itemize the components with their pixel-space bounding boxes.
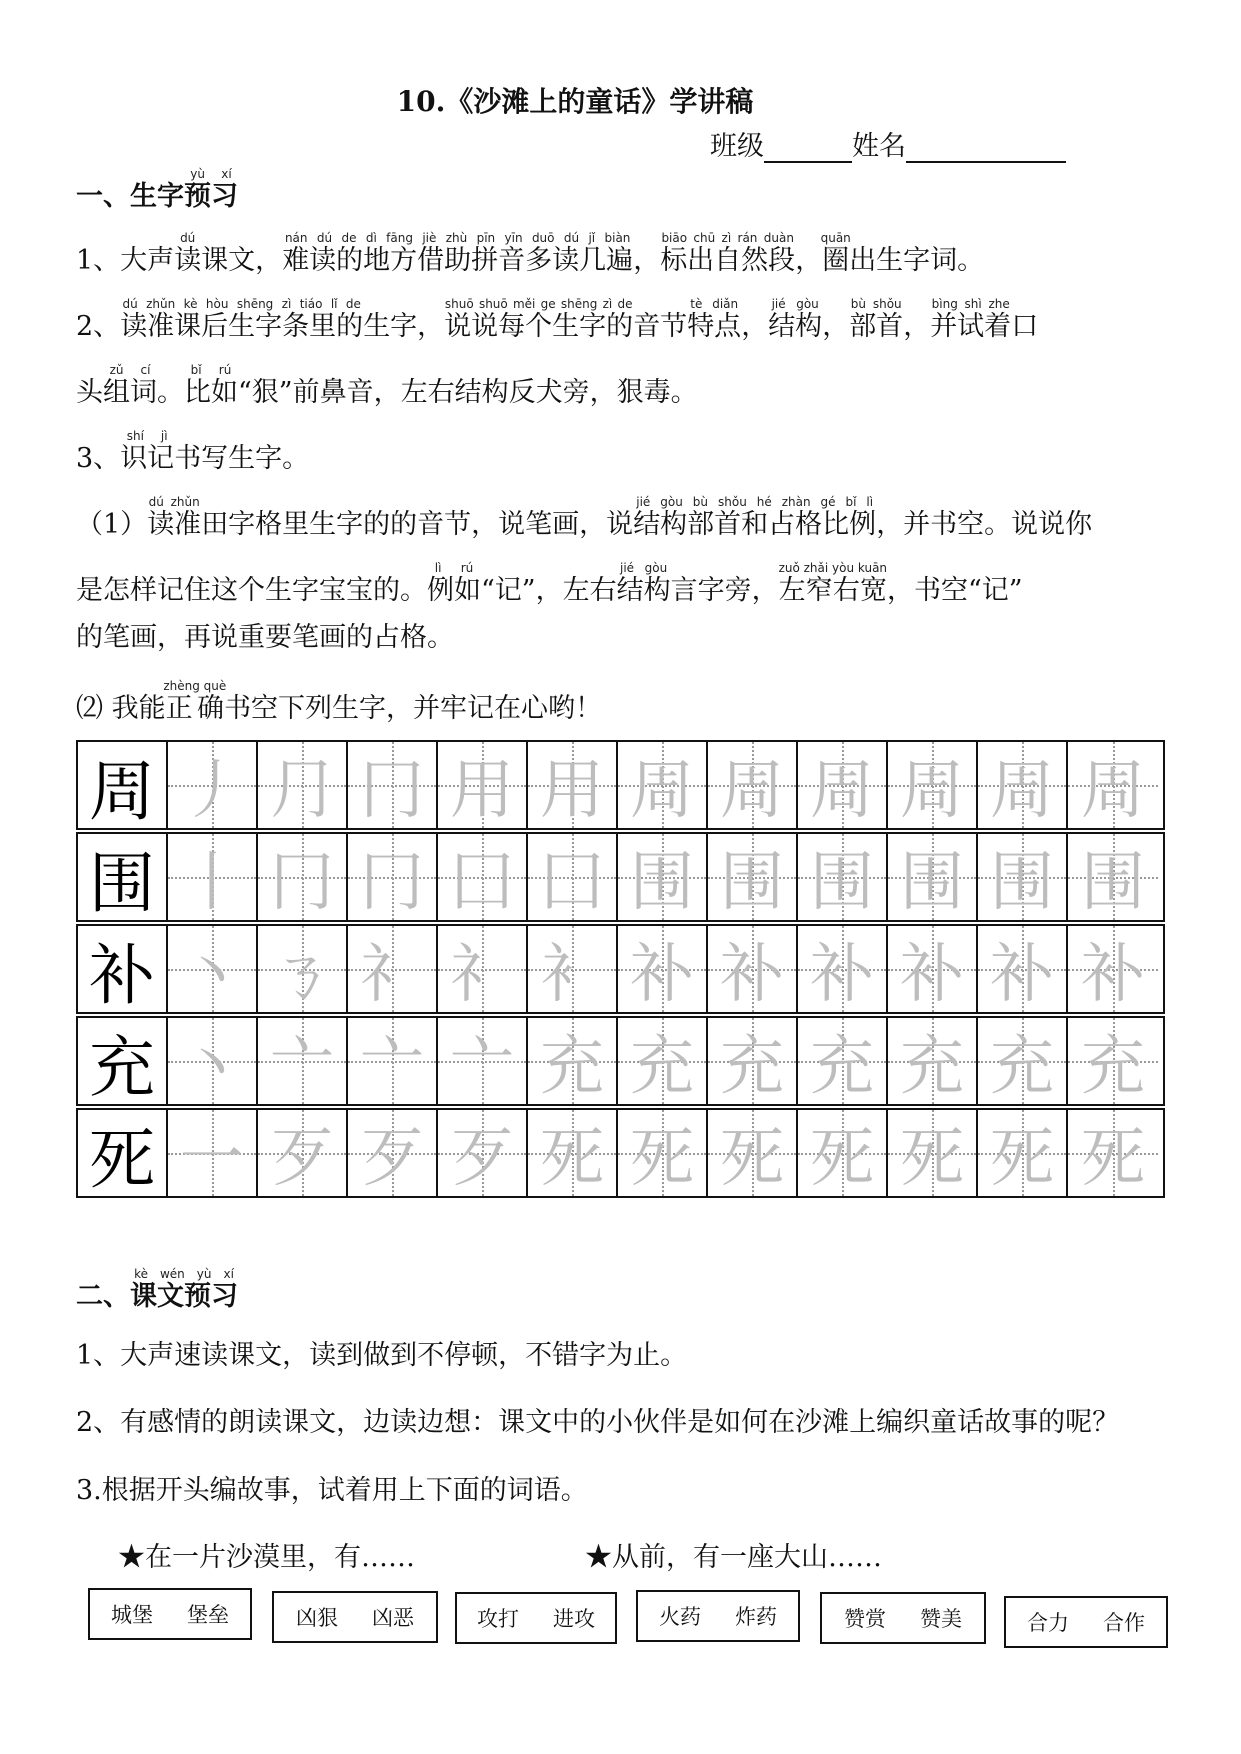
- class-name-line: [710, 124, 1066, 163]
- stroke-step-character: 礻: [360, 938, 424, 1012]
- story-prompt-desert: ★在一片沙漠里，有……: [118, 1542, 415, 1573]
- stroke-step-character: 周: [630, 754, 694, 828]
- stroke-order-cell[interactable]: [258, 742, 348, 828]
- instruction-line-1: [76, 232, 984, 277]
- pinyin-annotated-text: 结构jié gòu: [768, 297, 823, 342]
- pinyin-annotated-text: 例如lì rú: [427, 561, 481, 606]
- stroke-order-cell[interactable]: [168, 926, 258, 1012]
- pinyin-annotated-text: 特点tè diǎn: [687, 297, 742, 342]
- stroke-step-character: 亠: [450, 1030, 514, 1104]
- stroke-step-character: 礻: [450, 938, 514, 1012]
- stroke-order-cell[interactable]: [978, 926, 1068, 1012]
- name-label: 姓名: [852, 131, 906, 162]
- stroke-step-character: 用: [450, 754, 514, 828]
- stroke-step-character: 周: [1081, 754, 1145, 828]
- pinyin-annotated-text: 难读的地方借助拼音多读几遍nán dú de dì fāng jiè zhù pīn yīn duō dú jǐ biàn: [282, 231, 634, 276]
- text-segment: ，: [903, 311, 931, 342]
- stroke-order-cell[interactable]: [1068, 1110, 1158, 1196]
- stroke-order-cell[interactable]: [888, 742, 978, 828]
- stroke-order-cell[interactable]: [888, 1018, 978, 1104]
- stroke-step-character: 亠: [360, 1030, 424, 1104]
- instruction-line-2: [76, 298, 1038, 343]
- vocabulary-word: 合作: [1103, 1611, 1145, 1635]
- stroke-step-character: 囗: [540, 846, 604, 920]
- stroke-order-cell[interactable]: [618, 1110, 708, 1196]
- pinyin-annotated-text: 结构部首和占格比例jié gòu bù shǒu hé zhàn gé bǐ lì: [633, 495, 877, 540]
- stroke-step-character: 充: [540, 1030, 604, 1104]
- vocabulary-word: 进攻: [553, 1607, 595, 1631]
- char-row: [76, 832, 1165, 922]
- text-segment: （1）: [76, 509, 148, 540]
- pinyin-annotated-text: 圈quān: [820, 231, 851, 276]
- vocabulary-word: 赞美: [920, 1607, 962, 1631]
- text-segment: 口: [1011, 311, 1039, 342]
- stroke-step-character: 补: [810, 938, 874, 1012]
- stroke-step-character: 充: [630, 1030, 694, 1104]
- stroke-step-character: 歹: [270, 1122, 334, 1196]
- stroke-step-character: 歹: [360, 1122, 424, 1196]
- stroke-order-cell[interactable]: [528, 834, 618, 920]
- stroke-order-cell[interactable]: [1068, 926, 1158, 1012]
- stroke-order-cell[interactable]: [258, 834, 348, 920]
- preview-item-3: 3.根据开头编故事，试着用上下面的词语。: [76, 1475, 588, 1506]
- stroke-step-character: 充: [810, 1030, 874, 1104]
- stroke-step-character: 死: [630, 1122, 694, 1196]
- text-segment: ，: [633, 245, 661, 276]
- vocabulary-word: 合力: [1027, 1611, 1069, 1635]
- text-segment: 言字旁，: [670, 575, 779, 606]
- stroke-step-character: 衤: [540, 938, 604, 1012]
- char-row: [76, 924, 1165, 1014]
- text-segment: “记”，左右: [481, 575, 617, 606]
- word-box: [636, 1590, 800, 1642]
- vocabulary-word: 堡垒: [187, 1603, 229, 1627]
- model-character-cell: [78, 742, 168, 828]
- instruction-line-3: [76, 364, 698, 409]
- stroke-step-character: 死: [720, 1122, 784, 1196]
- word-box: [272, 1591, 438, 1643]
- stroke-step-character: 死: [900, 1122, 964, 1196]
- stroke-step-character: 一: [180, 1122, 244, 1196]
- stroke-step-character: 补: [720, 938, 784, 1012]
- stroke-step-character: 囗: [450, 846, 514, 920]
- stroke-order-cell[interactable]: [438, 926, 528, 1012]
- stroke-step-character: 围: [1081, 846, 1145, 920]
- preview-item-2: 2、有感情的朗读课文，边读边想：课文中的小伙伴是如何在沙滩上编织童话故事的呢？: [76, 1407, 1120, 1438]
- stroke-order-cell[interactable]: [258, 926, 348, 1012]
- stroke-step-character: ㄋ: [270, 938, 334, 1012]
- model-character-cell: [78, 1018, 168, 1104]
- model-character: 充: [89, 1028, 155, 1106]
- stroke-order-cell[interactable]: [798, 742, 888, 828]
- stroke-order-cell[interactable]: [888, 834, 978, 920]
- model-character: 死: [89, 1120, 155, 1198]
- model-character-cell: [78, 834, 168, 920]
- stroke-order-cell[interactable]: [708, 742, 798, 828]
- model-character-cell: [78, 1110, 168, 1196]
- stroke-order-cell[interactable]: [798, 1018, 888, 1104]
- stroke-order-cell[interactable]: [978, 834, 1068, 920]
- vocabulary-word: 凶恶: [372, 1606, 414, 1630]
- class-label: 班级: [710, 131, 764, 162]
- stroke-step-character: 死: [990, 1122, 1054, 1196]
- stroke-step-character: 补: [630, 938, 694, 1012]
- char-row: [76, 1108, 1165, 1198]
- stroke-step-character: 丨: [180, 846, 244, 920]
- stroke-step-character: 周: [900, 754, 964, 828]
- vocabulary-word: 城堡: [111, 1603, 153, 1627]
- name-blank[interactable]: [906, 133, 1066, 163]
- pinyin-annotated-text: 标出自然段biāo chū zì rán duàn: [660, 231, 796, 276]
- stroke-step-character: 死: [1081, 1122, 1145, 1196]
- stroke-order-cell[interactable]: [438, 742, 528, 828]
- pinyin-annotated-text: 读dú: [174, 231, 202, 276]
- stroke-order-cell[interactable]: [528, 1018, 618, 1104]
- stroke-step-character: 补: [1081, 938, 1145, 1012]
- stroke-order-cell[interactable]: [528, 1110, 618, 1196]
- preview-item-1: 1、大声速读课文，读到做到不停顿，不错字为止。: [76, 1340, 688, 1371]
- stroke-order-cell[interactable]: [528, 742, 618, 828]
- instruction-line-8: [76, 680, 602, 725]
- stroke-step-character: 死: [810, 1122, 874, 1196]
- stroke-order-cell[interactable]: [438, 1110, 528, 1196]
- text-segment: 书空下列生字，并牢记在心哟！: [224, 693, 603, 724]
- stroke-step-character: 周: [990, 754, 1054, 828]
- stroke-order-cell[interactable]: [618, 742, 708, 828]
- stroke-order-cell[interactable]: [348, 1110, 438, 1196]
- stroke-order-cell[interactable]: [168, 1110, 258, 1196]
- stroke-step-character: 冂: [270, 846, 334, 920]
- stroke-order-cell[interactable]: [888, 1110, 978, 1196]
- section2-heading: 二、课文预习kè wén yù xí: [76, 1267, 238, 1312]
- text-segment: 出生字词。: [849, 245, 985, 276]
- stroke-step-character: 周: [720, 754, 784, 828]
- pinyin-annotated-text: 读准dú zhǔn: [147, 495, 202, 540]
- word-box: [88, 1588, 252, 1640]
- stroke-order-cell[interactable]: [618, 1018, 708, 1104]
- pinyin-annotated-text: 并试着bìng shì zhe: [930, 297, 1012, 342]
- stroke-order-cell[interactable]: [978, 1018, 1068, 1104]
- stroke-step-character: 围: [630, 846, 694, 920]
- char-row: [76, 1016, 1165, 1106]
- stroke-order-cell[interactable]: [348, 926, 438, 1012]
- model-character: 周: [89, 752, 155, 830]
- text-segment: ，: [822, 311, 850, 342]
- vocabulary-word: 火药: [659, 1605, 701, 1629]
- stroke-step-character: 围: [810, 846, 874, 920]
- pinyin-annotated-text: 结构jié gòu: [616, 561, 671, 606]
- stroke-order-cell[interactable]: [618, 834, 708, 920]
- char-row: [76, 740, 1165, 830]
- instruction-line-4: [76, 430, 309, 475]
- word-box: [1004, 1596, 1168, 1648]
- vocabulary-word: 凶狠: [296, 1606, 338, 1630]
- stroke-order-cell[interactable]: [168, 834, 258, 920]
- stroke-step-character: 冂: [360, 846, 424, 920]
- text-segment: ⑵ 我能: [76, 693, 166, 724]
- text-segment: ，: [795, 245, 823, 276]
- stroke-order-cell[interactable]: [258, 1018, 348, 1104]
- text-segment: 音节: [633, 311, 688, 342]
- stroke-order-cell[interactable]: [798, 834, 888, 920]
- stroke-order-cell[interactable]: [1068, 742, 1158, 828]
- vocabulary-word: 攻打: [477, 1607, 519, 1631]
- stroke-step-character: 充: [900, 1030, 964, 1104]
- stroke-order-cell[interactable]: [258, 1110, 348, 1196]
- pinyin-annotated-text: 部首bù shǒu: [849, 297, 904, 342]
- text-segment: 田字格里生字的的音节，说笔画，说: [201, 509, 634, 540]
- stroke-step-character: 用: [540, 754, 604, 828]
- text-segment: 头: [76, 377, 103, 408]
- stroke-step-character: 围: [990, 846, 1054, 920]
- stroke-order-cell[interactable]: [1068, 834, 1158, 920]
- text-segment: 生字，: [363, 311, 445, 342]
- stroke-step-character: 死: [540, 1122, 604, 1196]
- model-character: 围: [89, 844, 155, 922]
- word-box: [455, 1592, 617, 1644]
- text-segment: 3、: [76, 443, 121, 474]
- stroke-order-cell[interactable]: [348, 742, 438, 828]
- stroke-step-character: ⺆: [270, 754, 334, 828]
- vocabulary-word: 炸药: [735, 1605, 777, 1629]
- instruction-line-6: [76, 562, 1023, 607]
- pinyin-annotated-text: 正确zhèng què: [163, 679, 227, 724]
- pinyin-annotated-text: 读准课后生字条里的dú zhǔn kè hòu shēng zì tiáo lǐ de: [120, 297, 364, 342]
- stroke-step-character: 围: [900, 846, 964, 920]
- writing-grid: [76, 740, 1165, 1240]
- stroke-order-cell[interactable]: [978, 1110, 1068, 1196]
- stroke-order-cell[interactable]: [438, 834, 528, 920]
- pinyin-annotated-text: 说说每个生字的shuō shuō měi ge shēng zì de: [444, 297, 634, 342]
- stroke-order-cell[interactable]: [708, 1110, 798, 1196]
- text-segment: 1、大声: [76, 245, 175, 276]
- text-segment: 。: [157, 377, 184, 408]
- stroke-order-cell[interactable]: [1068, 1018, 1158, 1104]
- stroke-step-character: 歹: [450, 1122, 514, 1196]
- pinyin-annotated-text: 识记shí jì: [120, 429, 175, 474]
- text-segment: 的笔画，再说重要笔画的占格。: [76, 622, 454, 653]
- stroke-step-character: 丿: [180, 754, 244, 828]
- stroke-step-character: 丶: [180, 938, 244, 1012]
- stroke-order-cell[interactable]: [168, 742, 258, 828]
- model-character: 补: [89, 936, 155, 1014]
- stroke-order-cell[interactable]: [438, 1018, 528, 1104]
- text-segment: ，并书空。说说你: [876, 509, 1093, 540]
- stroke-step-character: 围: [720, 846, 784, 920]
- pinyin-annotated-text: 比如bǐ rú: [184, 363, 238, 408]
- class-blank[interactable]: [764, 133, 852, 163]
- stroke-step-character: 冂: [360, 754, 424, 828]
- pinyin-annotated-text: 组词zǔ cí: [103, 363, 157, 408]
- stroke-step-character: 补: [900, 938, 964, 1012]
- stroke-order-cell[interactable]: [888, 926, 978, 1012]
- instruction-line-7: [76, 615, 454, 654]
- stroke-order-cell[interactable]: [798, 926, 888, 1012]
- stroke-step-character: 丶: [180, 1030, 244, 1104]
- story-prompt-mountain: ★从前，有一座大山……: [585, 1542, 882, 1573]
- text-segment: 2、: [76, 311, 121, 342]
- section1-heading: 一、生字预习yù xí: [76, 167, 238, 212]
- text-segment: 书写生字。: [174, 443, 310, 474]
- model-character-cell: [78, 926, 168, 1012]
- stroke-step-character: 亠: [270, 1030, 334, 1104]
- text-segment: ，: [741, 311, 769, 342]
- stroke-order-cell[interactable]: [798, 1110, 888, 1196]
- text-segment: 课文，: [201, 245, 283, 276]
- stroke-order-cell[interactable]: [168, 1018, 258, 1104]
- stroke-order-cell[interactable]: [618, 926, 708, 1012]
- stroke-step-character: 周: [810, 754, 874, 828]
- stroke-order-cell[interactable]: [978, 742, 1068, 828]
- text-segment: ，书空“记”: [886, 575, 1023, 606]
- stroke-step-character: 充: [720, 1030, 784, 1104]
- stroke-order-cell[interactable]: [708, 1018, 798, 1104]
- stroke-order-cell[interactable]: [528, 926, 618, 1012]
- word-box: [820, 1592, 986, 1644]
- stroke-step-character: 充: [1081, 1030, 1145, 1104]
- stroke-step-character: 充: [990, 1030, 1054, 1104]
- pinyin-annotated-text: 左窄右宽zuǒ zhǎi yòu kuān: [778, 561, 888, 606]
- stroke-order-cell[interactable]: [348, 1018, 438, 1104]
- stroke-order-cell[interactable]: [348, 834, 438, 920]
- vocabulary-word: 赞赏: [844, 1607, 886, 1631]
- text-segment: 是怎样记住这个生字宝宝的。: [76, 575, 427, 606]
- text-segment: “狠”前鼻音，左右结构反犬旁，狠毒。: [238, 377, 698, 408]
- stroke-step-character: 补: [990, 938, 1054, 1012]
- page-title: 10.《沙滩上的童话》学讲稿: [396, 85, 754, 118]
- instruction-line-5: [76, 496, 1092, 541]
- stroke-order-cell[interactable]: [708, 834, 798, 920]
- stroke-order-cell[interactable]: [708, 926, 798, 1012]
